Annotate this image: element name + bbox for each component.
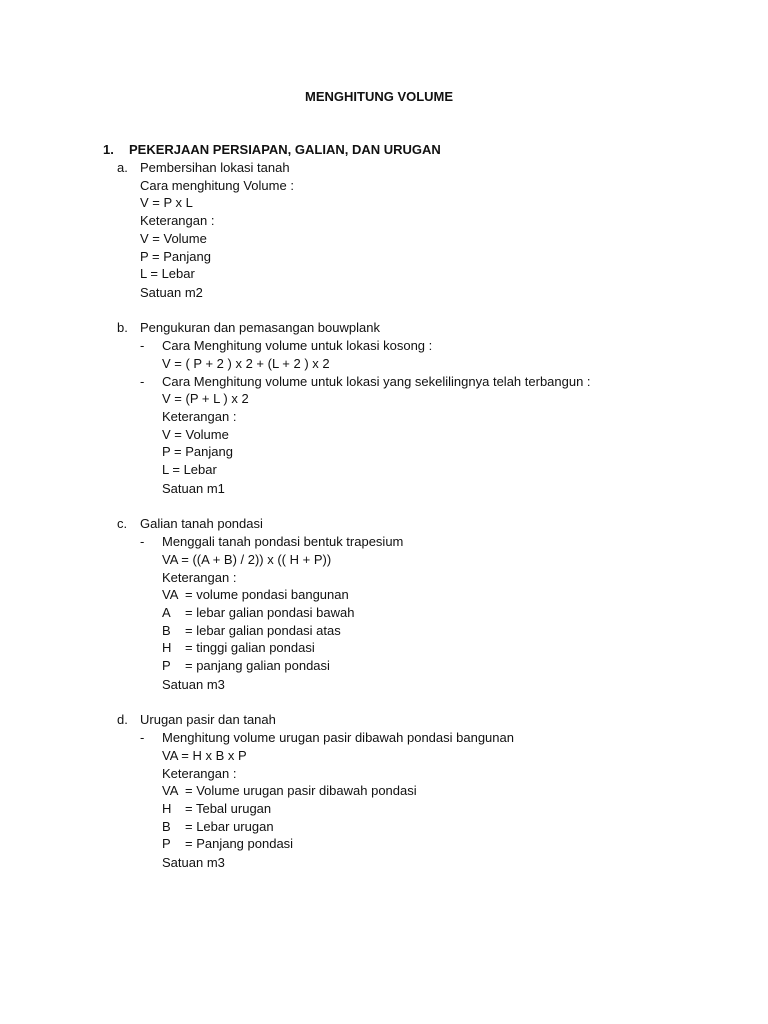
formula-line: V = ( P + 2 ) x 2 + (L + 2 ) x 2	[162, 356, 330, 371]
subsection-c-heading: Galian tanah pondasi	[140, 516, 263, 531]
definition-text: = lebar galian pondasi bawah	[185, 605, 355, 620]
text-line: Keterangan :	[140, 213, 215, 228]
definition-text: = lebar galian pondasi atas	[185, 623, 341, 638]
definition-symbol: B	[162, 819, 171, 834]
subsection-c-marker: c.	[117, 516, 128, 531]
definition-text: = tinggi galian pondasi	[185, 640, 315, 655]
formula-line: VA = H x B x P	[162, 748, 247, 763]
subsection-d-heading: Urugan pasir dan tanah	[140, 712, 276, 727]
list-dash: -	[140, 374, 145, 389]
formula-line: VA = ((A + B) / 2)) x (( H + P))	[162, 552, 332, 567]
definition-symbol: VA	[162, 587, 179, 602]
subsection-d-marker: d.	[117, 712, 128, 727]
list-item: Menghitung volume urugan pasir dibawah pondasi bangunan	[162, 730, 514, 745]
definition-symbol: P	[162, 836, 171, 851]
list-item: Cara Menghitung volume untuk lokasi kosong :	[162, 338, 433, 353]
subsection-a-marker: a.	[117, 160, 128, 175]
text-line: P = Panjang	[162, 444, 233, 459]
document-title: MENGHITUNG VOLUME	[305, 89, 454, 104]
definition-text: = Tebal urugan	[185, 801, 272, 816]
list-item: Cara Menghitung volume untuk lokasi yang sekelilingnya telah terbangun :	[162, 374, 591, 389]
text-line: Cara menghitung Volume :	[140, 178, 294, 193]
text-line: P = Panjang	[140, 249, 211, 264]
text-line: V = Volume	[140, 231, 207, 246]
formula-line: V = P x L	[140, 195, 193, 210]
text-line: Keterangan :	[162, 570, 237, 585]
subsection-b-marker: b.	[117, 320, 128, 335]
list-item: Menggali tanah pondasi bentuk trapesium	[162, 534, 404, 549]
definition-symbol: P	[162, 658, 171, 673]
definition-symbol: H	[162, 801, 172, 816]
definition-symbol: A	[162, 605, 171, 620]
definition-text: = Panjang pondasi	[185, 836, 294, 851]
text-line: Satuan m2	[140, 285, 203, 300]
text-line: Satuan m3	[162, 677, 225, 692]
list-dash: -	[140, 534, 145, 549]
text-line: L = Lebar	[162, 462, 217, 477]
definition-symbol: H	[162, 640, 172, 655]
formula-line: V = (P + L ) x 2	[162, 391, 249, 406]
text-line: L = Lebar	[140, 266, 195, 281]
list-dash: -	[140, 338, 145, 353]
text-line: Satuan m3	[162, 855, 225, 870]
section-heading: PEKERJAAN PERSIAPAN, GALIAN, DAN URUGAN	[129, 142, 441, 157]
list-dash: -	[140, 730, 145, 745]
section-number: 1.	[103, 142, 114, 157]
definition-symbol: VA	[162, 783, 179, 798]
definition-text: = volume pondasi bangunan	[185, 587, 349, 602]
subsection-b-heading: Pengukuran dan pemasangan bouwplank	[140, 320, 380, 335]
definition-symbol: B	[162, 623, 171, 638]
text-line: Keterangan :	[162, 766, 237, 781]
text-line: Keterangan :	[162, 409, 237, 424]
subsection-a-heading: Pembersihan lokasi tanah	[140, 160, 290, 175]
text-line: Satuan m1	[162, 481, 225, 496]
definition-text: = panjang galian pondasi	[185, 658, 330, 673]
definition-text: = Volume urugan pasir dibawah pondasi	[185, 783, 417, 798]
definition-text: = Lebar urugan	[185, 819, 274, 834]
text-line: V = Volume	[162, 427, 229, 442]
